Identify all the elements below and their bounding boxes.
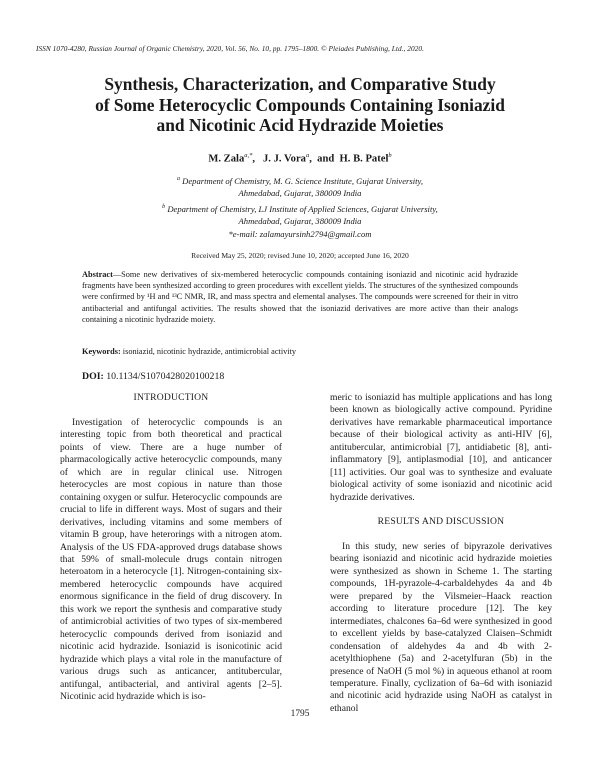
received-dates: Received May 25, 2020; revised June 10, 2020; accepted June 16, 2020 xyxy=(191,251,409,260)
doi xyxy=(82,371,518,382)
affiliation-a xyxy=(100,173,500,199)
author-affiliation-mark: a,* xyxy=(244,152,253,159)
title-line-1: Synthesis, Characterization, and Comparative Study xyxy=(104,74,496,94)
title-line-2: of Some Heterocyclic Compounds Containing Isoniazid xyxy=(95,94,505,115)
doi-label: DOI: xyxy=(82,371,104,382)
page-number: 1795 xyxy=(290,709,310,719)
affiliation-line: Ahmedabad, Gujarat, 380009 India xyxy=(238,187,362,198)
author-name: H. B. Patel xyxy=(339,153,389,165)
author-affiliation-mark: a xyxy=(305,152,310,159)
keywords-text: isoniazid, nicotinic hydrazide, antimicrobial activity xyxy=(120,347,297,356)
journal-citation-header: ISSN 1070-4280, Russian Journal of Organic Chemistry, 2020, Vol. 56, No. 10, pp. 1795–1800. © Pleiades Publishing, Ltd., 2020. xyxy=(36,44,424,53)
doi-link[interactable]: 10.1134/S1070428020100218 xyxy=(103,371,225,382)
keywords-label: Keywords: xyxy=(82,347,121,356)
article-title xyxy=(60,74,540,136)
section-heading-introduction: INTRODUCTION xyxy=(133,392,209,403)
introduction-paragraph: Investigation of heterocyclic compounds is an interesting topic from both theoretical and practical points of view. There are a huge number of pharmacologically active heterocyclic compounds, many of which are in regular clinical use. Nitrogen heterocycles are most copious in nature than those containing oxygen or sulfur. Heterocyclic compounds are crucial to life in different ways. Most of sugars and their derivatives, including vitamins and some members of vitamin B group, have heterorings with a nitrogen atom. Analysis of the US FDA-approved drugs database shows that 59% of small-molecule drugs contain nitrogen heteroatom in a heterocycle [1]. Nitrogen-containing six-membered heterocyclic compounds have acquired enormous significance in the field of drug discovery. In this work we report the synthesis and comparative study of antimicrobial activities of two types of six-membered heterocyclic compounds derived from isoniazid and nicotinic acid hydrazide. Isoniazid is isonicotinic acid hydrazide which plays a vital role in the manufacture of various drugs such as anticancer, antitubercular, antifungal, antibacterial, and antiviral agents [2–5]. Nicotinic acid hydrazide which is iso- xyxy=(60,417,282,702)
author-affiliation-mark: b xyxy=(388,152,392,159)
abstract xyxy=(82,269,518,325)
affiliation-b xyxy=(100,201,500,227)
abstract-text: —Some new derivatives of six-membered heterocyclic compounds containing isoniazid and nicotinic acid hydrazide fragments have been synthesized according to green procedures with excellent yields. The structures of the synthesized compounds were confirmed by ¹H and ¹³C NMR, IR, and mass spectra and elemental analyses. The compounds were screened for their in vitro antibacterial and antifungal activities. The results showed that the isoniazid derivatives are more active than their analogs containing a nicotinic hydrazide moiety. xyxy=(82,270,518,324)
results-paragraph: In this study, new series of bipyrazole derivatives bearing isoniazid and nicotinic acid hydrazide moieties were synthesized as shown in Scheme 1. The starting compounds, 1H-pyrazole-4-carbaldehydes 4a and 4b were prepared by the Vilsmeier–Haack reaction according to literature procedure [12]. The key intermediates, chalcones 6a–6d were synthesized in good to excellent yields by base-catalyzed Claisen–Schmidt condensation of aldehydes 4a and 4b with 2-acetylthiophene (5a) and 2-acetylfuran (5b) in the presence of NaOH (5 mol %) in aqueous ethanol at room temperature. Finally, cyclization of 6a–6d with isoniazid and nicotinic acid hydrazide using NaOH as catalyst in ethanol xyxy=(330,541,552,714)
author-name: M. Zala xyxy=(208,153,245,165)
affiliation-mark: b xyxy=(162,204,166,210)
author-list: M. Zala$^{a,*}$, J. J. Vora$^a$, and H. B. Patel$^b$ xyxy=(208,152,392,165)
title-line-3: and Nicotinic Acid Hydrazide Moieties xyxy=(156,115,444,135)
affiliation-line: Department of Chemistry, M. G. Science Institute, Gujarat University, xyxy=(182,175,423,186)
affiliation-mark: a xyxy=(177,176,180,182)
affiliation-line: Department of Chemistry, LJ Institute of Applied Sciences, Gujarat University, xyxy=(167,203,438,214)
keywords xyxy=(82,347,518,356)
section-heading-results: RESULTS AND DISCUSSION xyxy=(377,516,505,527)
author-name: J. J. Vora xyxy=(262,153,306,165)
corresponding-email: *e-mail: zalamayursinh2794@gmail.com xyxy=(228,229,372,239)
affiliation-line: Ahmedabad, Gujarat, 380009 India xyxy=(238,215,362,226)
introduction-paragraph-continued: meric to isoniazid has multiple applications and has long been known as biologically active compound. Pyridine derivatives have remarkable pharmaceutical importance because of their biological activity as anti-HIV [6], antitubercular, antimicrobial [7], antidiabetic [8], anti-inflammatory [9], antiplasmodial [10], and anticancer [11] activities. Our goal was to synthesize and evaluate biological activity of some isoniazid and nicotinic acid hydrazide derivatives. xyxy=(330,392,552,503)
abstract-label: Abstract xyxy=(82,270,113,279)
